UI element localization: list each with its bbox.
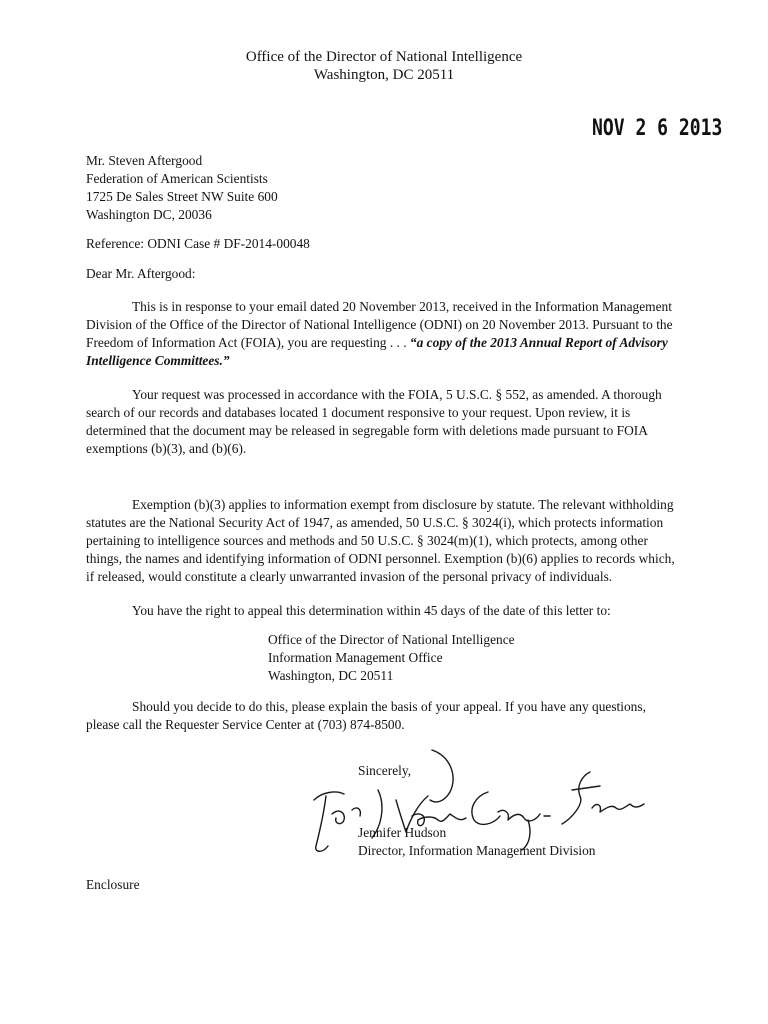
paragraph-5 <box>86 698 676 734</box>
signatory-name: Jennifer Hudson <box>358 825 447 840</box>
paragraph-2-text: Your request was processed in accordance with the FOIA, 5 U.S.C. § 552, as amended. A thorough search of our records and databases located 1 document responsive to your request. Upon review, it is determined that the document may be released in segregable form with deletions made pursuant to FOIA exemptions (b)(3), and (b)(6). <box>86 387 662 456</box>
salutation: Dear Mr. Aftergood: <box>86 266 196 281</box>
appeal-address-line2: Information Management Office <box>268 650 443 665</box>
letterhead-city: Washington, DC 20511 <box>313 67 455 83</box>
paragraph-4 <box>86 602 676 620</box>
recipient-street: 1725 De Sales Street NW Suite 600 <box>86 189 278 204</box>
recipient-name: Mr. Steven Aftergood <box>86 153 203 168</box>
paragraph-1-quote: “a copy of the 2013 Annual Report of Advisory Intelligence Committees.” <box>86 335 668 368</box>
paragraph-1 <box>86 298 676 370</box>
enclosure-note: Enclosure <box>86 877 140 892</box>
paragraph-3 <box>86 496 676 586</box>
paragraph-3-text: Exemption (b)(3) applies to information exempt from disclosure by statute. The relevant withholding statutes are the National Security Act of 1947, as amended, 50 U.S.C. § 3024(i), which protects information pertaining to intelligence sources and methods and 50 U.S.C. § 3024(m)(1), which protects, among other things, the names and identifying information of ODNI personnel. Exemption (b)(6) applies to records which, if released, would constitute a clearly unwarranted invasion of the personal privacy of individuals. <box>86 497 675 584</box>
date-stamp: NOV 2 6 2013 <box>592 116 723 141</box>
paragraph-5-text: Should you decide to do this, please explain the basis of your appeal. If you have any questions, please call the Requester Service Center at (703) 874-8500. <box>86 699 646 732</box>
recipient-city: Washington DC, 20036 <box>86 207 212 222</box>
letterhead-office: Office of the Director of National Intelligence <box>245 49 523 65</box>
recipient-organization: Federation of American Scientists <box>86 171 268 186</box>
paragraph-1-text: This is in response to your email dated 20 November 2013, received in the Information Management Division of the Office of the Director of National Intelligence (ODNI) on 20 November 2013. Pursuant to the Freedom of Information Act (FOIA), you are requesting . . . <box>86 299 673 350</box>
closing: Sincerely, <box>358 763 412 778</box>
appeal-address-line3: Washington, DC 20511 <box>268 668 394 683</box>
paragraph-4-text: You have the right to appeal this determination within 45 days of the date of this letter to: <box>132 603 611 618</box>
reference-line: Reference: ODNI Case # DF-2014-00048 <box>86 236 310 251</box>
paragraph-2 <box>86 386 676 458</box>
signatory-title: Director, Information Management Division <box>358 843 596 858</box>
appeal-address-line1: Office of the Director of National Intelligence <box>268 632 515 647</box>
